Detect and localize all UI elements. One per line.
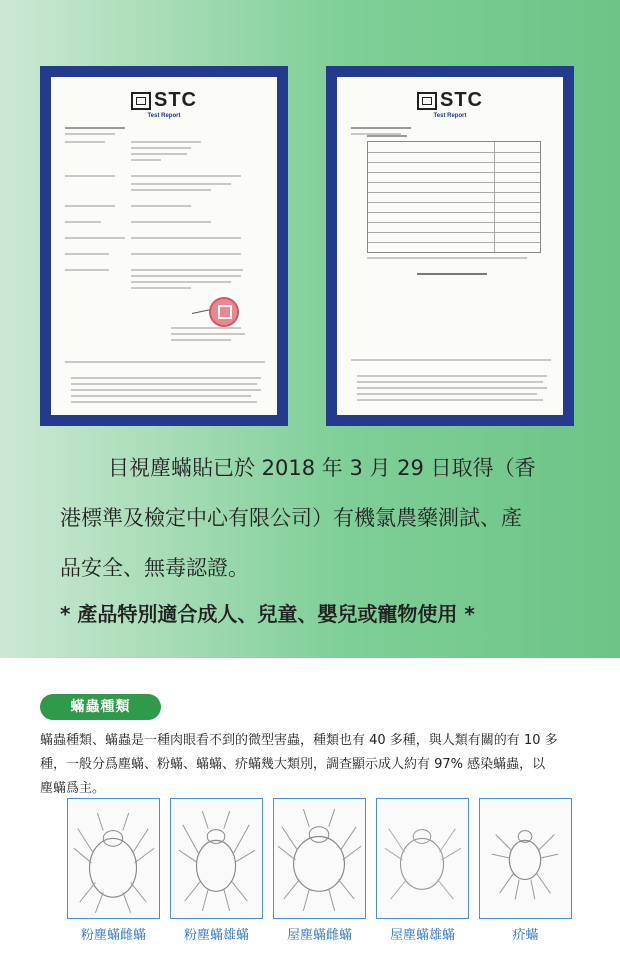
stc-logo-text: STC bbox=[440, 89, 483, 111]
mite-label: 粉塵蟎雌蟎 bbox=[80, 928, 146, 943]
mite-image bbox=[479, 798, 572, 919]
mite-illustration-icon bbox=[377, 799, 468, 918]
mite-illustration-icon bbox=[68, 799, 159, 918]
certificate-page-1 bbox=[40, 66, 288, 426]
stc-logo-text: STC bbox=[154, 89, 197, 111]
mite-illustration-icon bbox=[274, 799, 365, 918]
mite-label: 疥蟎 bbox=[512, 928, 539, 943]
mite-image bbox=[67, 798, 160, 919]
mite-image bbox=[273, 798, 366, 919]
mite-label: 屋塵蟎雌蟎 bbox=[286, 928, 352, 943]
stc-logo-icon bbox=[131, 92, 151, 110]
intro-line-1: 目視塵蟎貼已於 2018 年 3 月 29 日取得（香 bbox=[108, 456, 536, 480]
section-description-line-1: 蟎蟲種類、蟎蟲是一種肉眼看不到的微型害蟲，種類也有 40 多種，與人類有關的有 10 多 bbox=[40, 733, 558, 748]
certificate-page-2 bbox=[326, 66, 574, 426]
mite-image bbox=[376, 798, 469, 919]
mite-label: 粉塵蟎雄蟎 bbox=[183, 928, 249, 943]
end-of-report-line bbox=[417, 273, 487, 275]
section-label: 蟎蟲種類 bbox=[40, 694, 161, 720]
mite-image bbox=[170, 798, 263, 919]
section-description-line-2: 種，一般分爲塵蟎、粉蟎、蟎蟎、疥蟎幾大類別，調查顯示成人約有 97% 感染蟎蟲，以 bbox=[40, 757, 546, 772]
stc-logo bbox=[51, 89, 277, 112]
red-seal-stamp bbox=[209, 297, 239, 327]
stc-logo bbox=[337, 89, 563, 112]
certificate-paper bbox=[51, 77, 277, 415]
results-table bbox=[367, 141, 541, 253]
intro-line-2: 港標準及檢定中心有限公司）有機氯農藥測試、產 bbox=[60, 506, 522, 530]
suitability-note: * 產品特別適合成人、兒童、嬰兒或寵物使用 * bbox=[60, 602, 475, 626]
stc-logo-icon bbox=[417, 92, 437, 110]
section-description-line-3: 塵蟎爲主。 bbox=[40, 781, 106, 796]
report-title: Test Report bbox=[147, 113, 181, 119]
intro-line-3: 品安全、無毒認證。 bbox=[60, 556, 249, 580]
mite-label: 屋塵蟎雄蟎 bbox=[389, 928, 455, 943]
mite-illustration-icon bbox=[480, 799, 571, 918]
mite-illustration-icon bbox=[171, 799, 262, 918]
certificate-paper bbox=[337, 77, 563, 415]
report-title: Test Report bbox=[433, 113, 467, 119]
